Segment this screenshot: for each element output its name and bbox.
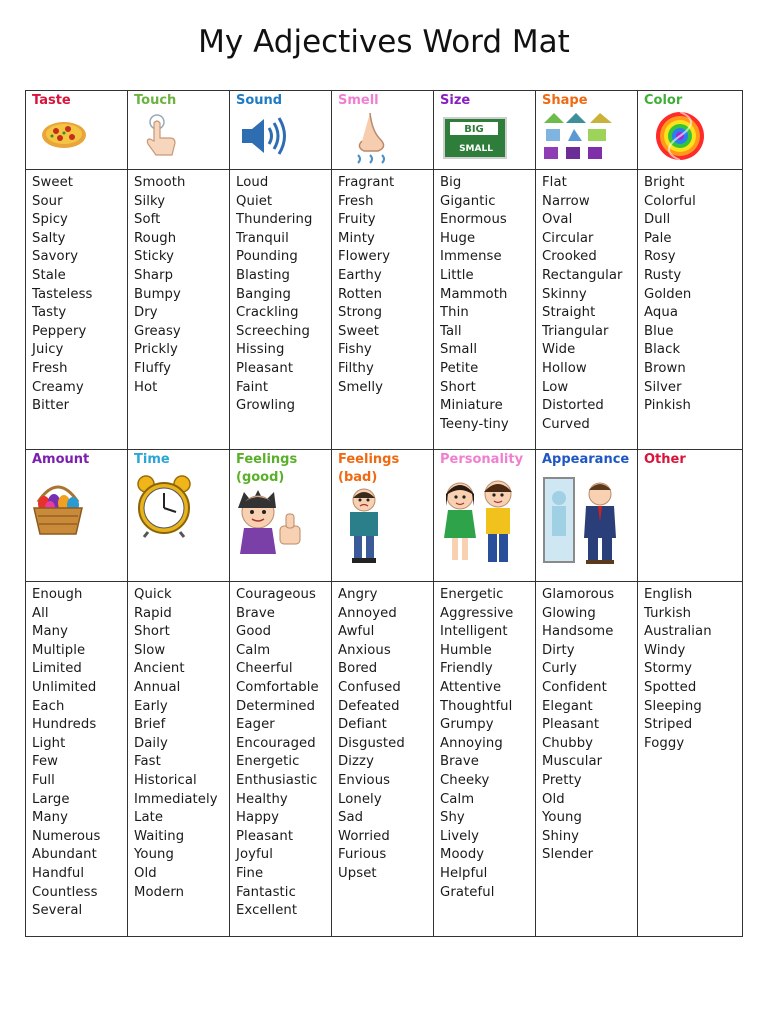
word-item: Quick	[134, 587, 172, 602]
word-item: Skinny	[542, 286, 587, 302]
word-item: Small	[440, 342, 478, 358]
word-item: Limited	[32, 661, 82, 677]
word-item: Rectangular	[542, 267, 623, 283]
word-item: Unlimited	[32, 679, 97, 695]
word-item: Early	[134, 698, 168, 714]
header-time	[128, 450, 229, 581]
header-appearance	[536, 450, 637, 581]
word-item: Circular	[542, 230, 594, 246]
word-item: Pounding	[236, 249, 298, 265]
word-item: Each	[32, 698, 65, 714]
header-amount	[26, 450, 127, 581]
word-item: Humble	[440, 642, 492, 658]
header-size	[434, 91, 535, 169]
word-item: Narrow	[542, 193, 590, 209]
word-item: Dirty	[542, 642, 575, 658]
header-sound	[230, 91, 331, 169]
word-item: Several	[32, 903, 83, 919]
word-item: Confident	[542, 679, 607, 695]
word-item: Tranquil	[236, 230, 289, 246]
word-item: Helpful	[440, 865, 488, 881]
word-item: Silky	[134, 193, 166, 209]
word-item: Annoying	[440, 735, 503, 751]
word-list-appearance	[542, 586, 614, 865]
word-item: Dull	[644, 212, 671, 228]
word-list-time	[134, 586, 218, 902]
word-list-color	[644, 174, 696, 416]
word-item: Aqua	[644, 305, 678, 321]
word-item: Good	[236, 624, 272, 640]
word-item: Creamy	[32, 379, 84, 395]
word-item: Brave	[440, 754, 479, 770]
word-item: Thin	[440, 305, 469, 321]
word-item: Thoughtful	[440, 698, 513, 714]
word-item: Spicy	[32, 212, 68, 228]
word-item: Pale	[644, 230, 672, 246]
word-item: Eager	[236, 717, 275, 733]
word-item: Fine	[236, 865, 264, 881]
sad-boy-icon	[342, 488, 386, 564]
word-item: Worried	[338, 828, 390, 844]
big-small-sign-icon	[442, 116, 508, 160]
category-label: Personality	[440, 452, 524, 467]
word-item: Flat	[542, 175, 567, 190]
word-item: Modern	[134, 884, 185, 900]
word-item: Fantastic	[236, 884, 296, 900]
word-item: Pleasant	[542, 717, 600, 733]
word-item: Fishy	[338, 342, 372, 358]
word-item: Brief	[134, 717, 166, 733]
word-item: Savory	[32, 249, 79, 265]
word-item: Upset	[338, 865, 377, 881]
word-item: Elegant	[542, 698, 593, 714]
word-item: Enormous	[440, 212, 507, 228]
word-item: Young	[134, 847, 174, 863]
word-item: Brave	[236, 605, 275, 621]
word-item: Historical	[134, 772, 197, 788]
word-item: Salty	[32, 230, 66, 246]
pizza-icon	[40, 117, 88, 153]
word-item: Straight	[542, 305, 596, 321]
word-item: Blasting	[236, 267, 291, 283]
word-item: Energetic	[236, 754, 300, 770]
word-item: Blue	[644, 323, 674, 339]
word-item: Rough	[134, 230, 177, 246]
word-item: Rosy	[644, 249, 676, 265]
word-item: Tasteless	[32, 286, 93, 302]
word-item: Immediately	[134, 791, 218, 807]
word-item: Fast	[134, 754, 161, 770]
word-item: Australian	[644, 624, 712, 640]
word-item: Mammoth	[440, 286, 508, 302]
word-item: Chubby	[542, 735, 594, 751]
word-item: Filthy	[338, 360, 374, 376]
color-swirl-icon	[652, 111, 708, 161]
word-item: Prickly	[134, 342, 178, 358]
word-item: Attentive	[440, 679, 502, 695]
word-item: Calm	[440, 791, 475, 807]
word-item: Excellent	[236, 903, 298, 919]
word-item: Moody	[440, 847, 485, 863]
word-item: Colorful	[644, 193, 696, 209]
word-item: Screeching	[236, 323, 310, 339]
word-item: Annual	[134, 679, 181, 695]
word-item: Pleasant	[236, 828, 294, 844]
word-item: Tall	[440, 323, 462, 339]
word-item: Handful	[32, 865, 85, 881]
word-item: Triangular	[542, 323, 609, 339]
word-item: Slow	[134, 642, 166, 658]
word-item: Healthy	[236, 791, 288, 807]
word-item: Growling	[236, 398, 296, 414]
word-item: Furious	[338, 847, 387, 863]
word-list-personality	[440, 586, 513, 902]
word-item: Courageous	[236, 587, 316, 602]
alarm-clock-icon	[134, 474, 194, 538]
word-item: Stormy	[644, 661, 693, 677]
word-item: Numerous	[32, 828, 101, 844]
word-item: Fresh	[338, 193, 374, 209]
category-label: Sound	[236, 93, 283, 108]
category-label: Smell	[338, 93, 379, 108]
word-item: Shiny	[542, 828, 580, 844]
word-item: Glowing	[542, 605, 596, 621]
word-item: Windy	[644, 642, 686, 658]
word-item: Wide	[542, 342, 576, 358]
word-item: Old	[542, 791, 565, 807]
word-item: Grumpy	[440, 717, 494, 733]
word-item: Sticky	[134, 249, 175, 265]
word-item: Earthy	[338, 267, 382, 283]
word-item: Silver	[644, 379, 682, 395]
word-item: Many	[32, 810, 69, 826]
word-item: Quiet	[236, 193, 273, 209]
word-item: Determined	[236, 698, 316, 714]
word-item: Multiple	[32, 642, 86, 658]
word-item: Fluffy	[134, 360, 172, 376]
word-item: Annoyed	[338, 605, 397, 621]
word-item: Sharp	[134, 267, 174, 283]
page-title: My Adjectives Word Mat	[198, 24, 570, 60]
word-item: Pleasant	[236, 360, 294, 376]
word-item: Hissing	[236, 342, 285, 358]
word-item: Foggy	[644, 735, 685, 751]
word-item: Turkish	[644, 605, 692, 621]
word-item: Bright	[644, 175, 685, 190]
word-item: Cheeky	[440, 772, 490, 788]
word-item: Sour	[32, 193, 63, 209]
word-item: Cheerful	[236, 661, 293, 677]
word-list-size	[440, 174, 509, 434]
word-item: Countless	[32, 884, 98, 900]
word-item: Hundreds	[32, 717, 97, 733]
word-item: All	[32, 605, 49, 621]
word-item: Full	[32, 772, 55, 788]
word-item: Soft	[134, 212, 161, 228]
word-item: Strong	[338, 305, 383, 321]
egg-basket-icon	[30, 472, 86, 538]
word-item: Petite	[440, 360, 479, 376]
word-item: Brown	[644, 360, 686, 376]
word-item: Bored	[338, 661, 378, 677]
word-item: Hollow	[542, 360, 587, 376]
word-item: Tasty	[32, 305, 67, 321]
word-item: English	[644, 587, 693, 602]
word-item: Thundering	[236, 212, 313, 228]
word-item: Minty	[338, 230, 375, 246]
word-item: Striped	[644, 717, 693, 733]
header-feelings-bad	[332, 450, 433, 581]
word-item: Large	[32, 791, 70, 807]
word-item: Joyful	[236, 847, 274, 863]
speaker-icon	[238, 113, 288, 159]
word-list-feelings-good	[236, 586, 319, 921]
category-label: Color	[644, 93, 683, 108]
category-label: Taste	[32, 93, 71, 108]
word-item: Juicy	[32, 342, 64, 358]
word-item: Young	[542, 810, 582, 826]
header-personality	[434, 450, 535, 581]
word-item: Lively	[440, 828, 479, 844]
word-item: Banging	[236, 286, 291, 302]
word-item: Anxious	[338, 642, 391, 658]
category-label: Appearance	[542, 452, 630, 467]
word-item: Defiant	[338, 717, 387, 733]
word-item: Greasy	[134, 323, 181, 339]
word-item: Daily	[134, 735, 168, 751]
word-item: Smelly	[338, 379, 384, 395]
shapes-icon	[540, 111, 618, 161]
finger-touch-icon	[142, 113, 182, 159]
word-item: Fruity	[338, 212, 376, 228]
word-item: Dry	[134, 305, 158, 321]
category-label: Shape	[542, 93, 588, 108]
word-item: Hot	[134, 379, 158, 395]
word-item: Intelligent	[440, 624, 508, 640]
header-other	[638, 450, 744, 581]
word-list-taste	[32, 174, 93, 416]
word-item: Slender	[542, 847, 594, 863]
word-item: Abundant	[32, 847, 97, 863]
header-color	[638, 91, 744, 169]
word-item: Aggressive	[440, 605, 514, 621]
category-label: Size	[440, 93, 471, 108]
word-item: Fresh	[32, 360, 68, 376]
header-taste	[26, 91, 127, 169]
word-item: Low	[542, 379, 569, 395]
header-touch	[128, 91, 229, 169]
header-feelings-good	[230, 450, 331, 581]
word-item: Huge	[440, 230, 476, 246]
word-item: Comfortable	[236, 679, 319, 695]
sign-big-text: BIG	[464, 124, 484, 135]
word-item: Angry	[338, 587, 378, 602]
word-item: Flowery	[338, 249, 391, 265]
word-list-amount	[32, 586, 100, 921]
word-item: Faint	[236, 379, 269, 395]
word-item: Ancient	[134, 661, 185, 677]
word-item: Few	[32, 754, 59, 770]
word-item: Defeated	[338, 698, 400, 714]
word-item: Bitter	[32, 398, 70, 414]
word-item: Glamorous	[542, 587, 615, 602]
word-item: Handsome	[542, 624, 614, 640]
word-item: Old	[134, 865, 157, 881]
category-label: Other	[644, 452, 686, 467]
word-item: Curved	[542, 416, 590, 432]
word-item: Shy	[440, 810, 465, 826]
word-item: Smooth	[134, 175, 186, 190]
word-item: Rapid	[134, 605, 172, 621]
word-item: Big	[440, 175, 462, 190]
word-item: Sad	[338, 810, 364, 826]
word-item: Bumpy	[134, 286, 181, 302]
word-item: Crooked	[542, 249, 597, 265]
word-item: Envious	[338, 772, 391, 788]
word-item: Curly	[542, 661, 577, 677]
word-item: Grateful	[440, 884, 495, 900]
word-item: Teeny-tiny	[440, 416, 509, 432]
word-item: Pretty	[542, 772, 582, 788]
word-item: Oval	[542, 212, 573, 228]
word-list-shape	[542, 174, 623, 434]
word-item: Short	[440, 379, 476, 395]
category-label: Feelings (good)	[236, 452, 298, 485]
word-item: Sleeping	[644, 698, 702, 714]
word-list-touch	[134, 174, 185, 397]
category-label: Feelings (bad)	[338, 452, 400, 485]
word-list-smell	[338, 174, 394, 397]
word-item: Stale	[32, 267, 66, 283]
word-item: Waiting	[134, 828, 185, 844]
category-label: Time	[134, 452, 170, 467]
word-item: Lonely	[338, 791, 382, 807]
thumbs-up-boy-icon	[234, 488, 308, 554]
word-item: Peppery	[32, 323, 87, 339]
word-item: Happy	[236, 810, 280, 826]
word-item: Friendly	[440, 661, 493, 677]
word-item: Many	[32, 624, 69, 640]
word-list-sound	[236, 174, 312, 416]
word-item: Miniature	[440, 398, 503, 414]
word-item: Enthusiastic	[236, 772, 318, 788]
word-item: Loud	[236, 175, 269, 190]
word-item: Rotten	[338, 286, 383, 302]
word-item: Short	[134, 624, 170, 640]
word-item: Encouraged	[236, 735, 316, 751]
word-item: Dizzy	[338, 754, 374, 770]
header-shape	[536, 91, 637, 169]
category-label: Amount	[32, 452, 90, 467]
word-item: Crackling	[236, 305, 299, 321]
word-item: Immense	[440, 249, 502, 265]
word-item: Golden	[644, 286, 692, 302]
word-item: Distorted	[542, 398, 604, 414]
kids-icon	[438, 476, 522, 572]
word-item: Energetic	[440, 587, 504, 602]
word-item: Light	[32, 735, 66, 751]
word-item: Confused	[338, 679, 401, 695]
word-item: Little	[440, 267, 474, 283]
word-mat-table	[25, 90, 743, 937]
sign-small-text: SMALL	[459, 144, 493, 154]
word-item: Enough	[32, 587, 83, 602]
header-smell	[332, 91, 433, 169]
word-item: Muscular	[542, 754, 603, 770]
word-item: Pinkish	[644, 398, 691, 414]
word-list-feelings-bad	[338, 586, 405, 884]
word-item: Spotted	[644, 679, 697, 695]
category-label: Touch	[134, 93, 177, 108]
word-item: Awful	[338, 624, 375, 640]
word-item: Disgusted	[338, 735, 405, 751]
mirror-man-icon	[542, 476, 628, 566]
word-item: Calm	[236, 642, 271, 658]
word-item: Rusty	[644, 267, 682, 283]
word-item: Sweet	[32, 175, 74, 190]
word-item: Sweet	[338, 323, 380, 339]
nose-icon	[350, 111, 394, 167]
word-item: Gigantic	[440, 193, 496, 209]
word-list-other	[644, 586, 712, 753]
word-item: Black	[644, 342, 681, 358]
word-item: Fragrant	[338, 175, 395, 190]
word-item: Late	[134, 810, 164, 826]
